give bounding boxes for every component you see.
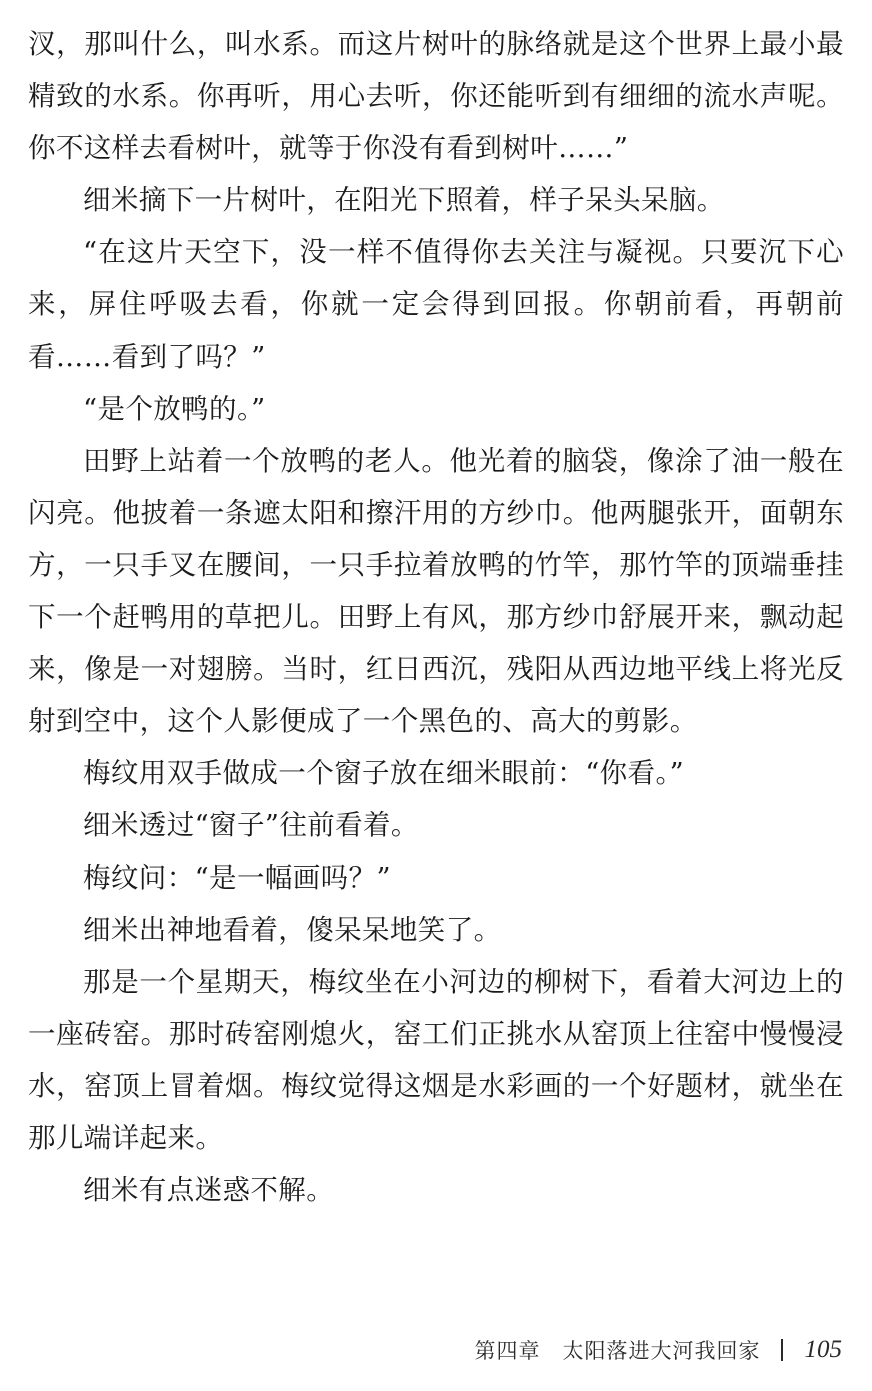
paragraph-8: 梅纹问：“是一幅画吗？”	[83, 861, 391, 894]
footer-separator	[781, 1339, 783, 1361]
page-footer	[475, 1330, 843, 1370]
paragraph-11: 细米有点迷惑不解。	[83, 1174, 335, 1207]
body-text	[28, 18, 844, 1216]
paragraph-3: “在这片天空下，没一样不值得你去关注与凝视。只要沉下心来，屏住呼吸去看，你就一定会得到回报。你朝前看，再朝前看……看到了吗？”	[28, 236, 844, 373]
paragraph-5: 田野上站着一个放鸭的老人。他光着的脑袋，像涂了油一般在闪亮。他披着一条遮太阳和擦汗用的方纱巾。他两腿张开，面朝东方，一只手叉在腰间，一只手拉着放鸭的竹竿，那竹竿的顶端垂挂下一个赶鸭用的草把儿。田野上有风，那方纱巾舒展开来，飘动起来，像是一对翅膀。当时，红日西沉，残阳从西边地平线上将光反射到空中，这个人影便成了一个黑色的、高大的剪影。	[28, 444, 844, 738]
paragraph-7: 细米透过“窗子”往前看着。	[83, 809, 419, 842]
footer-chapter-title: 太阳落进大河我回家	[562, 1339, 761, 1363]
paragraph-2: 细米摘下一片树叶，在阳光下照着，样子呆头呆脑。	[83, 184, 725, 217]
footer-chapter: 第四章	[474, 1339, 541, 1363]
paragraph-1: 汊，那叫什么，叫水系。而这片树叶的脉络就是这个世界上最小最精致的水系。你再听，用心去听，你还能听到有细细的流水声呢。你不这样去看树叶，就等于你没有看到树叶……”	[28, 28, 844, 165]
paragraph-10: 那是一个星期天，梅纹坐在小河边的柳树下，看着大河边上的一座砖窑。那时砖窑刚熄火，窑工们正挑水从窑顶上往窑中慢慢浸水，窑顶上冒着烟。梅纹觉得这烟是水彩画的一个好题材，就坐在那儿端详起来。	[28, 965, 844, 1154]
page-number: 105	[804, 1336, 842, 1363]
paragraph-4: “是个放鸭的。”	[83, 392, 266, 425]
paragraph-6: 梅纹用双手做成一个窗子放在细米眼前：“你看。”	[83, 757, 685, 790]
paragraph-9: 细米出神地看着，傻呆呆地笑了。	[83, 913, 502, 946]
